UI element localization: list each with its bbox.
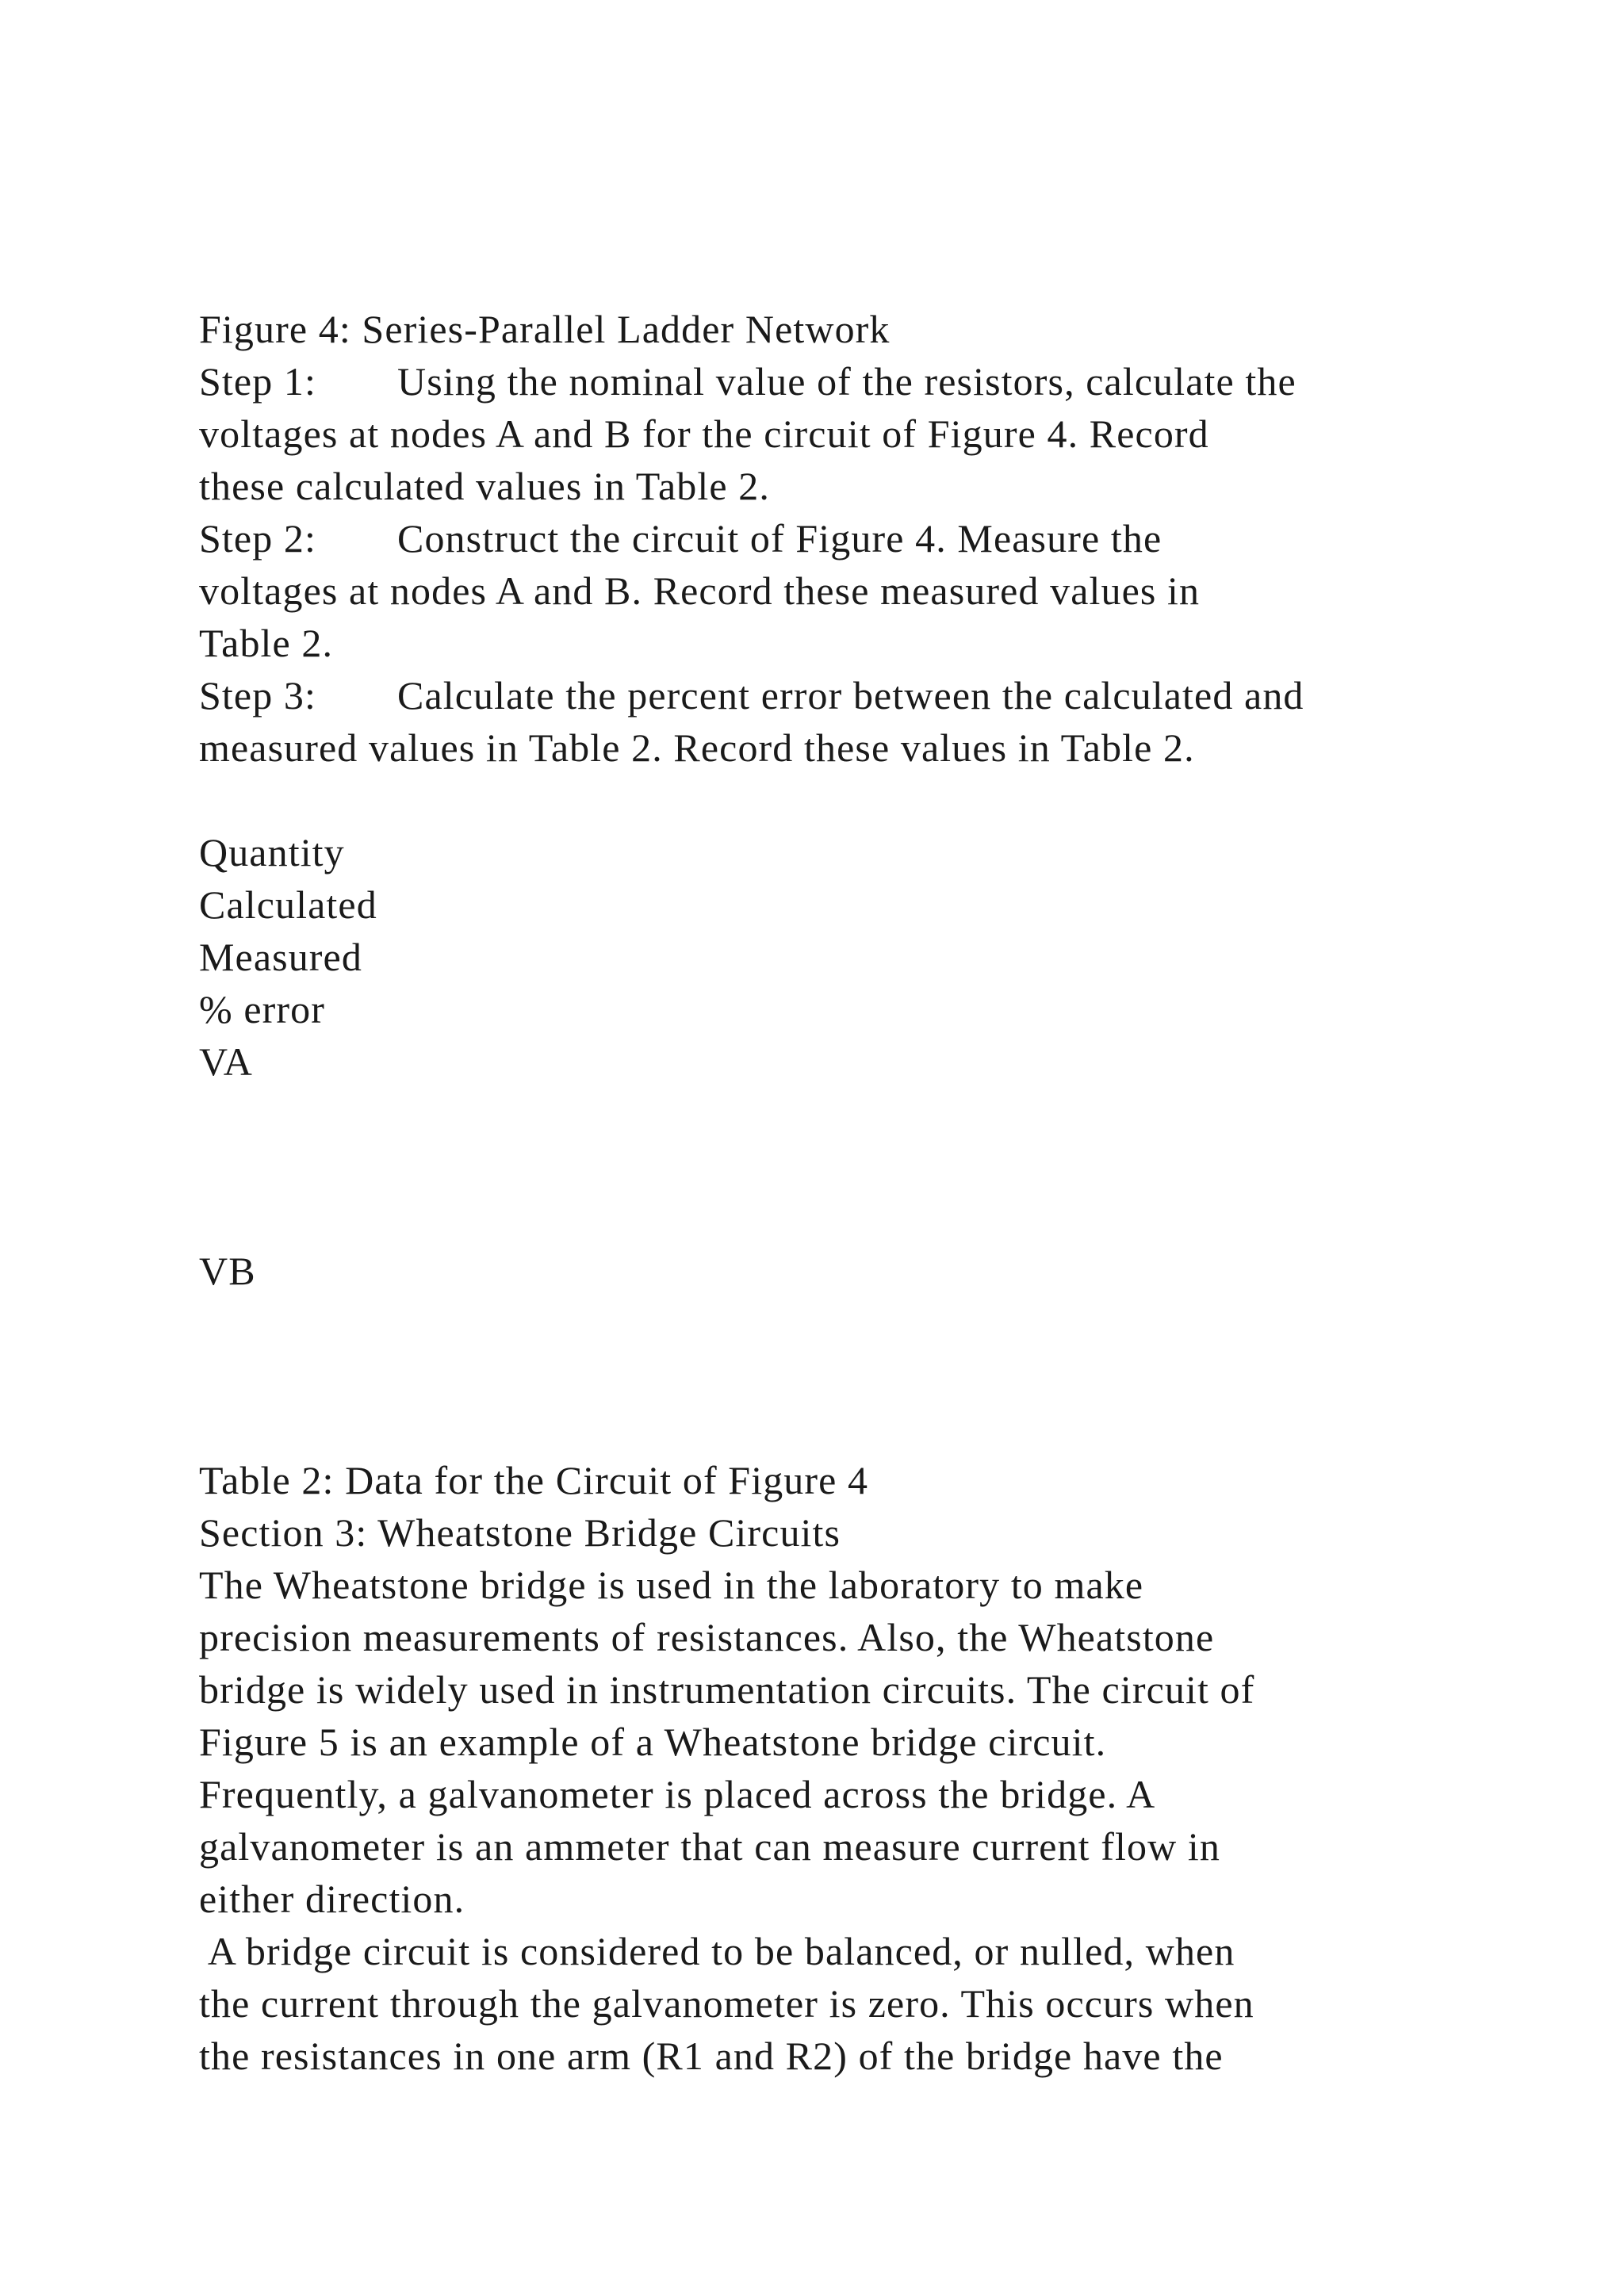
table-header-measured: Measured	[199, 935, 362, 979]
step-1-continuation: these calculated values in Table 2.	[199, 464, 770, 508]
step-1-label: Step 1:	[199, 359, 316, 404]
step-3-text: Calculate the percent error between the calculated and	[397, 673, 1304, 718]
section-heading: Section 3: Wheatstone Bridge Circuits	[199, 1510, 841, 1555]
step-1-continuation: voltages at nodes A and B for the circuit of Figure 4. Record	[199, 411, 1209, 456]
paragraph-1-line: Figure 5 is an example of a Wheatstone bridge circuit.	[199, 1720, 1107, 1764]
table-header-error: % error	[199, 987, 325, 1031]
table-row-label-vb: VB	[199, 1249, 256, 1293]
paragraph-1-line: bridge is widely used in instrumentation circuits. The circuit of	[199, 1667, 1255, 1712]
step-2-continuation: voltages at nodes A and B. Record these measured values in	[199, 568, 1201, 613]
paragraph-1-line: precision measurements of resistances. Also, the Wheatstone	[199, 1615, 1215, 1659]
paragraph-1-line: Frequently, a galvanometer is placed across the bridge. A	[199, 1772, 1156, 1816]
table-row-label-va: VA	[199, 1039, 253, 1084]
step-2-line	[199, 512, 1162, 564]
step-3-line	[199, 669, 1304, 721]
paragraph-2-line: the current through the galvanometer is zero. This occurs when	[199, 1981, 1254, 2026]
step-3-continuation: measured values in Table 2. Record these values in Table 2.	[199, 725, 1195, 770]
step-2-text: Construct the circuit of Figure 4. Measure the	[397, 516, 1162, 561]
paragraph-2-line: the resistances in one arm (R1 and R2) of the bridge have the	[199, 2034, 1224, 2078]
paragraph-1-line: The Wheatstone bridge is used in the laboratory to make	[199, 1563, 1144, 1607]
step-1-text: Using the nominal value of the resistors, calculate the	[397, 359, 1297, 404]
step-2-label: Step 2:	[199, 516, 316, 561]
paragraph-1-line: either direction.	[199, 1877, 465, 1921]
paragraph-2-line: A bridge circuit is considered to be balanced, or nulled, when	[199, 1929, 1235, 1973]
step-3-label: Step 3:	[199, 673, 316, 718]
table-caption: Table 2: Data for the Circuit of Figure 4	[199, 1458, 869, 1502]
paragraph-1-line: galvanometer is an ammeter that can measure current flow in	[199, 1824, 1220, 1869]
figure-caption: Figure 4: Series-Parallel Ladder Network	[199, 307, 891, 351]
table-header-quantity: Quantity	[199, 830, 345, 874]
step-2-continuation: Table 2.	[199, 621, 334, 665]
table-header-calculated: Calculated	[199, 882, 377, 927]
step-1-line	[199, 355, 1297, 408]
